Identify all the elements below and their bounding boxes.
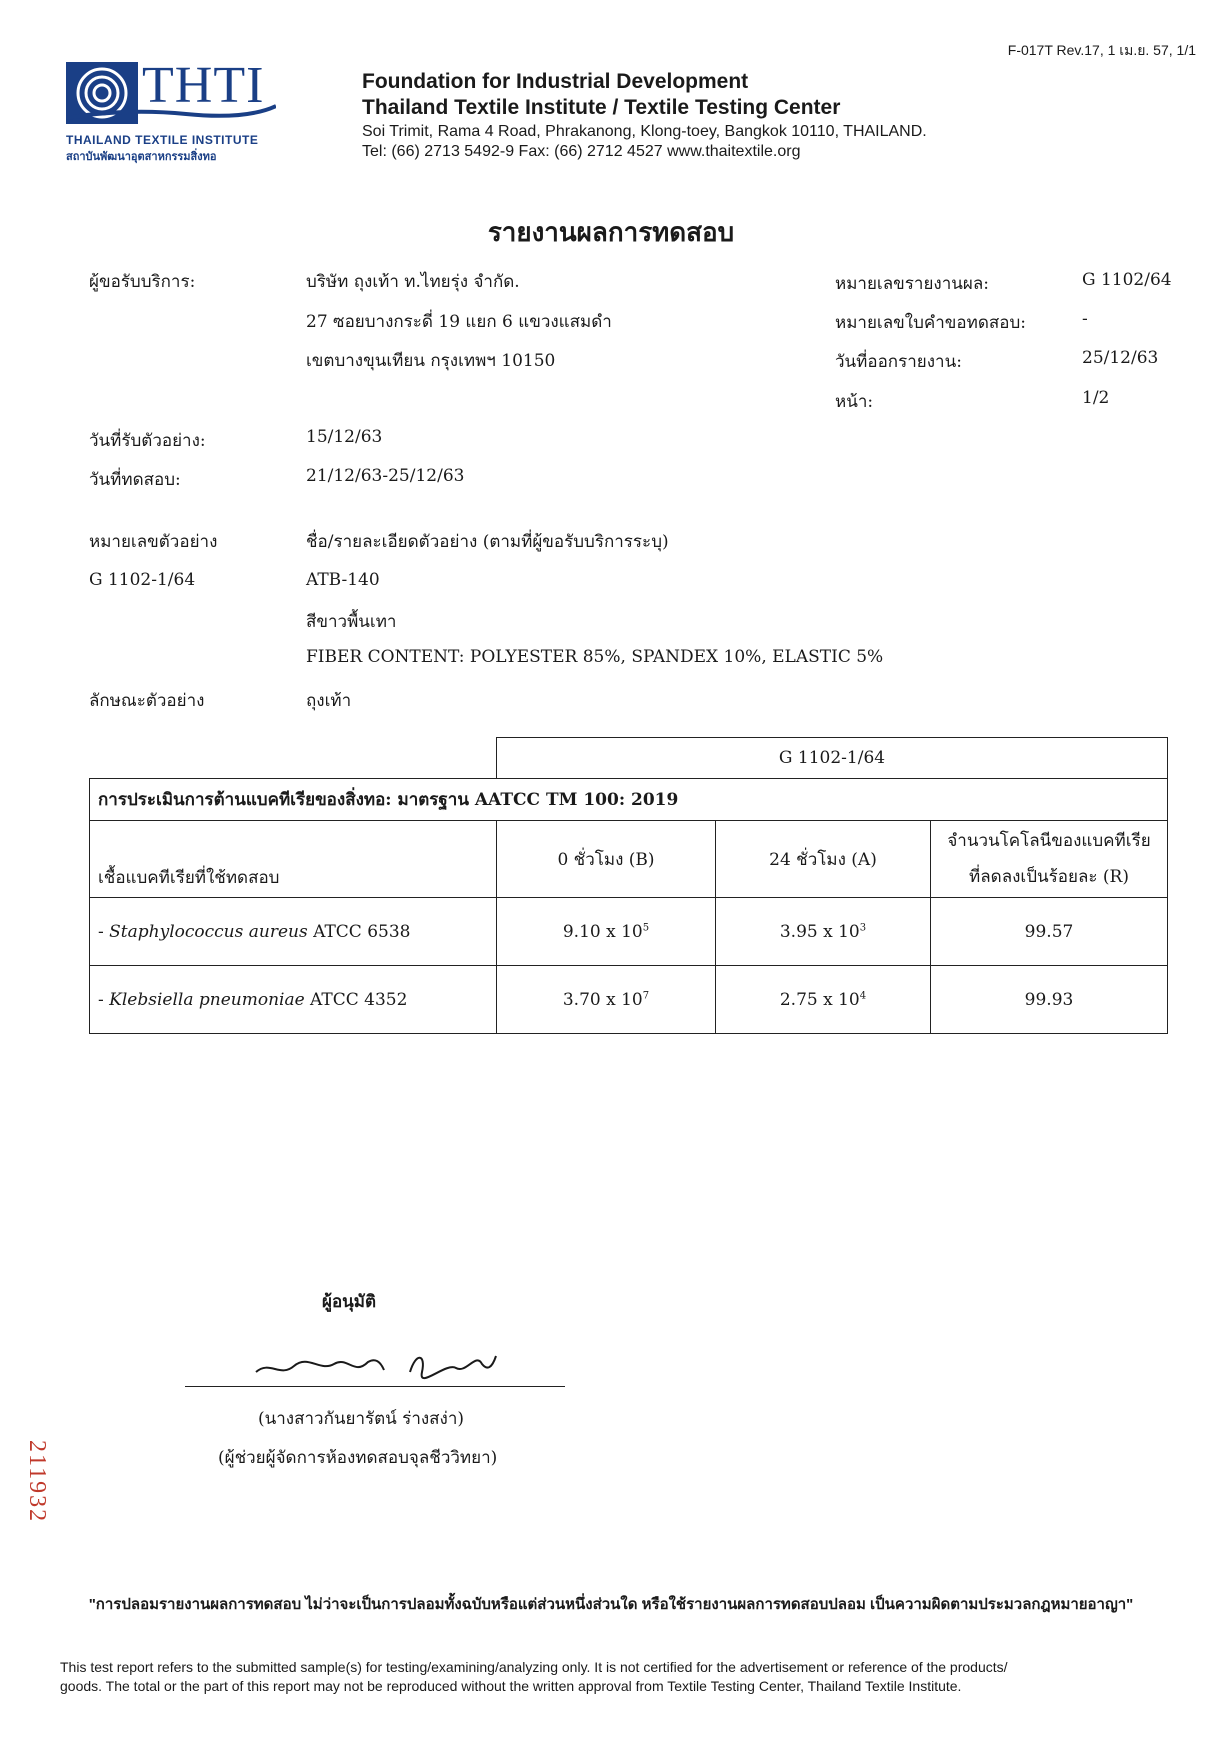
- bacteria-cell: - Staphylococcus aureus ATCC 6538: [90, 898, 497, 966]
- report-no: G 1102/64: [1082, 270, 1172, 290]
- sample-id-label: หมายเลขตัวอย่าง: [89, 532, 218, 552]
- col-0h-header: 0 ชั่วโมง (B): [497, 821, 716, 898]
- strain-code: ATCC 4352: [304, 989, 408, 1010]
- approver-label: ผู้อนุมัติ: [322, 1292, 377, 1312]
- client-address-1: 27 ซอยบางกระดี่ 19 แยก 6 แขวงแสมดำ: [306, 312, 612, 332]
- approver-position: (ผู้ช่วยผู้จัดการห้องทดสอบจุลชีววิทยา): [218, 1448, 498, 1468]
- org-address: Soi Trimit, Rama 4 Road, Phrakanong, Klong-toey, Bangkok 10110, THAILAND.: [362, 123, 927, 140]
- sample-type: ถุงเท้า: [306, 691, 352, 711]
- received-date-label: วันที่รับตัวอย่าง:: [89, 431, 206, 451]
- issue-date: 25/12/63: [1082, 348, 1159, 368]
- signature-icon: [250, 1342, 510, 1386]
- org-name-line2: Thailand Textile Institute / Textile Testing Center: [362, 96, 841, 119]
- count-24h: 3.95 x $10^3$: [716, 898, 931, 966]
- sample-type-label: ลักษณะตัวอย่าง: [89, 691, 205, 711]
- table-sample-header: G 1102-1/64: [497, 738, 1168, 779]
- species-name: Staphylococcus aureus: [109, 921, 308, 942]
- strain-code: ATCC 6538: [307, 921, 411, 942]
- table-method: การประเมินการต้านแบคทีเรียของสิ่งทอ: มาตรฐาน AATCC TM 100: 2019: [90, 779, 1168, 821]
- disclaimer-line1: This test report refers to the submitted sample(s) for testing/examining/analyzing only. It is not certified for the advertisement or reference of the products/: [60, 1659, 1008, 1675]
- serial-number: 211932: [24, 1440, 50, 1524]
- col-reduction-header: [931, 821, 1168, 898]
- signature-line: [185, 1386, 565, 1387]
- form-code: F-017T Rev.17, 1 เม.ย. 57, 1/1: [1007, 42, 1196, 58]
- approver-name: (นางสาวกันยารัตน์ ร่างสง่า): [258, 1409, 465, 1429]
- count-24h: 2.75 x $10^4$: [716, 966, 931, 1034]
- client-name: บริษัท ถุงเท้า ท.ไทยรุ่ง จำกัด.: [306, 272, 520, 292]
- received-date: 15/12/63: [306, 427, 383, 447]
- table-row: [90, 966, 1168, 1034]
- page-number: 1/2: [1082, 388, 1110, 408]
- forgery-warning: "การปลอมรายงานผลการทดสอบ ไม่ว่าจะเป็นการปลอมทั้งฉบับหรือแต่ส่วนหนึ่งส่วนใด หรือใช้รายงานผลการทดสอบปลอม เป็นความผิดตามประมวลกฎหมายอาญา": [88, 1596, 1134, 1613]
- reduction-percent: 99.57: [931, 898, 1168, 966]
- sample-desc-label: ชื่อ/รายละเอียดตัวอย่าง (ตามที่ผู้ขอรับบริการระบุ): [306, 532, 669, 552]
- request-no: -: [1082, 309, 1088, 329]
- client-address-2: เขตบางขุนเทียน กรุงเทพฯ 10150: [306, 351, 556, 371]
- page-label: หน้า:: [835, 392, 874, 412]
- col-reduction-line2: ที่ลดลงเป็นร้อยละ (R): [969, 867, 1129, 887]
- test-date: 21/12/63-25/12/63: [306, 466, 465, 486]
- count-0h: 3.70 x $10^7$: [497, 966, 716, 1034]
- report-no-label: หมายเลขรายงานผล:: [835, 274, 989, 294]
- col-24h-header: 24 ชั่วโมง (A): [716, 821, 931, 898]
- org-name-line1: Foundation for Industrial Development: [362, 70, 749, 93]
- issue-date-label: วันที่ออกรายงาน:: [835, 352, 962, 372]
- document-title: รายงานผลการทดสอบ: [487, 217, 735, 247]
- logo-wordmark: THTI: [142, 57, 265, 114]
- species-name: Klebsiella pneumoniae: [109, 989, 305, 1010]
- logo-subtitle-en: THAILAND TEXTILE INSTITUTE: [66, 133, 259, 147]
- table-blank-cell: [90, 738, 497, 779]
- sample-fiber: FIBER CONTENT: POLYESTER 85%, SPANDEX 10%, ELASTIC 5%: [306, 647, 884, 667]
- logo-subtitle-th: สถาบันพัฒนาอุตสาหกรรมสิ่งทอ: [66, 151, 217, 163]
- table-row: [90, 898, 1168, 966]
- bacteria-cell: - Klebsiella pneumoniae ATCC 4352: [90, 966, 497, 1034]
- col-reduction-line1: จำนวนโคโลนีของแบคทีเรีย: [947, 831, 1151, 851]
- col-bacteria-header: เชื้อแบคทีเรียที่ใช้ทดสอบ: [90, 821, 497, 898]
- request-no-label: หมายเลขใบคำขอทดสอบ:: [835, 313, 1026, 333]
- client-label: ผู้ขอรับบริการ:: [89, 272, 196, 292]
- disclaimer-line2: goods. The total or the part of this report may not be reproduced without the written approval from Textile Testing Center, Thailand Textile Institute.: [60, 1678, 962, 1694]
- reduction-percent: 99.93: [931, 966, 1168, 1034]
- sample-color: สีขาวพื้นเทา: [306, 612, 397, 632]
- test-date-label: วันที่ทดสอบ:: [89, 470, 181, 490]
- count-0h: 9.10 x $10^5$: [497, 898, 716, 966]
- org-contact: Tel: (66) 2713 5492-9 Fax: (66) 2712 4527 www.thaitextile.org: [362, 143, 801, 160]
- results-table: [89, 737, 1168, 1034]
- sample-id: G 1102-1/64: [89, 570, 196, 590]
- sample-name: ATB-140: [306, 570, 380, 590]
